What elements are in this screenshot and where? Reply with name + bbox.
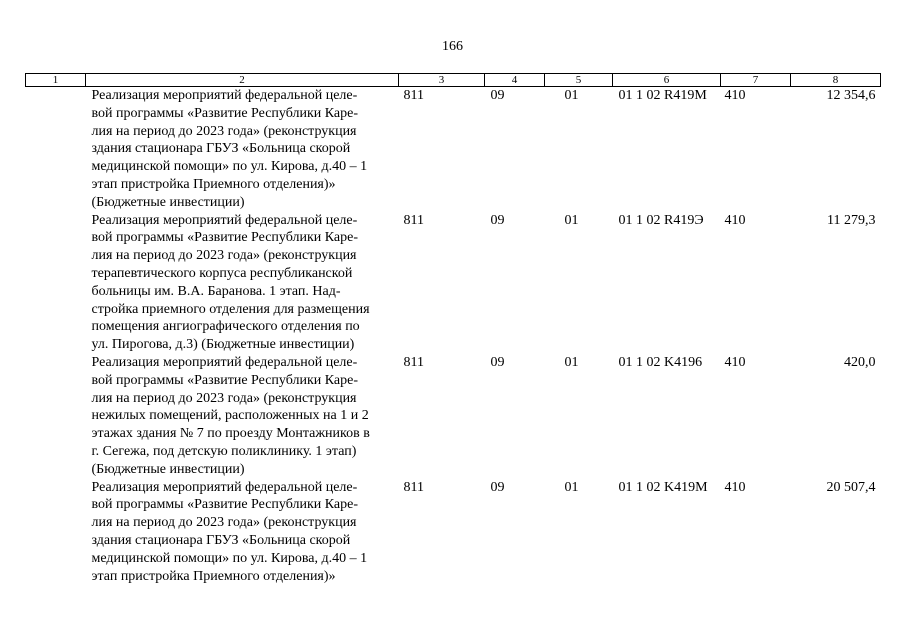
description-line: вой программы «Развитие Республики Каре- — [91, 230, 359, 246]
description-line: ул. Пирогова, д.3) (Бюджетные инвестиции) — [91, 337, 355, 353]
column-number-3: 3 — [399, 74, 485, 87]
cell-section: 09 — [490, 354, 505, 370]
description-line: нежилых помещений, расположенных на 1 и 2 — [91, 408, 369, 424]
description-line: здания стационара ГБУЗ «Больница скорой — [91, 141, 351, 157]
cell-target-item: 01 1 02 K419M — [618, 479, 708, 495]
cell-expense-type: 410 — [724, 479, 746, 495]
cell-ministry-code: 811 — [403, 88, 424, 103]
description-line: больницы им. В.А. Баранова. 1 этап. Над- — [91, 283, 341, 299]
description-line: этап пристройка Приемного отделения)» — [91, 176, 336, 192]
description-line: стройка приемного отделения для размещения — [91, 301, 370, 317]
cell-empty — [26, 354, 86, 479]
table-row — [26, 87, 881, 212]
cell-section: 09 — [490, 212, 505, 228]
description-line: медицинской помощи» по ул. Кирова, д.40 – 1 — [91, 550, 368, 566]
description-line: вой программы «Развитие Республики Каре- — [91, 497, 359, 513]
page-number: 166 — [442, 39, 463, 54]
description-line: г. Сегежа, под детскую поликлинику. 1 этап) — [91, 443, 357, 459]
column-number-4: 4 — [485, 74, 545, 87]
row-description — [86, 479, 399, 586]
cell-empty — [26, 87, 86, 212]
column-number-row — [26, 74, 881, 87]
row-description — [86, 212, 399, 354]
cell-target-item: 01 1 02 R419Э — [618, 212, 704, 228]
cell-target-item: 01 1 02 K4196 — [618, 354, 703, 370]
description-line: (Бюджетные инвестиции) — [91, 461, 245, 477]
table-row — [26, 354, 881, 479]
cell-section: 09 — [490, 479, 505, 495]
description-line: помещения ангиографического отделения по — [91, 319, 360, 335]
description-line: (Бюджетные инвестиции) — [91, 194, 245, 210]
description-line: Реализация мероприятий федеральной целе- — [91, 354, 358, 370]
column-number-2: 2 — [86, 74, 399, 87]
cell-empty — [26, 479, 86, 586]
cell-ministry-code: 811 — [403, 479, 424, 495]
description-line: лия на период до 2023 года» (реконструкция — [91, 390, 357, 406]
cell-section: 09 — [490, 88, 505, 103]
description-line: медицинской помощи» по ул. Кирова, д.40 – 1 — [91, 159, 368, 175]
cell-amount: 420,0 — [844, 354, 876, 370]
table-row — [26, 212, 881, 354]
description-line: Реализация мероприятий федеральной целе- — [91, 88, 358, 103]
column-number-6: 6 — [613, 74, 721, 87]
description-line: лия на период до 2023 года» (реконструкция — [91, 515, 357, 531]
cell-ministry-code: 811 — [403, 212, 424, 228]
row-description — [86, 87, 399, 212]
description-line: лия на период до 2023 года» (реконструкция — [91, 123, 357, 139]
budget-table — [25, 73, 881, 585]
column-number-1: 1 — [26, 74, 86, 87]
description-line: здания стационара ГБУЗ «Больница скорой — [91, 532, 351, 548]
table-row — [26, 479, 881, 586]
cell-subsection: 01 — [564, 212, 579, 228]
description-line: этап пристройка Приемного отделения)» — [91, 568, 336, 584]
description-line: этажах здания № 7 по проезду Монтажников в — [91, 426, 370, 442]
cell-ministry-code: 811 — [403, 354, 424, 370]
cell-amount: 12 354,6 — [826, 88, 876, 103]
cell-expense-type: 410 — [724, 212, 746, 228]
cell-amount: 20 507,4 — [826, 479, 876, 495]
cell-expense-type: 410 — [724, 88, 746, 103]
column-number-7: 7 — [721, 74, 791, 87]
cell-expense-type: 410 — [724, 354, 746, 370]
cell-empty — [26, 212, 86, 354]
cell-subsection: 01 — [564, 479, 579, 495]
description-line: Реализация мероприятий федеральной целе- — [91, 479, 358, 495]
cell-subsection: 01 — [564, 88, 579, 103]
row-description — [86, 354, 399, 479]
description-line: Реализация мероприятий федеральной целе- — [91, 212, 358, 228]
description-line: лия на период до 2023 года» (реконструкция — [91, 248, 357, 264]
cell-target-item: 01 1 02 R419M — [618, 88, 707, 103]
column-number-5: 5 — [545, 74, 613, 87]
column-number-8: 8 — [791, 74, 881, 87]
description-line: вой программы «Развитие Республики Каре- — [91, 372, 359, 388]
description-line: терапевтического корпуса республиканской — [91, 265, 353, 281]
cell-amount: 11 279,3 — [827, 212, 876, 228]
description-line: вой программы «Развитие Республики Каре- — [91, 105, 359, 121]
cell-subsection: 01 — [564, 354, 579, 370]
